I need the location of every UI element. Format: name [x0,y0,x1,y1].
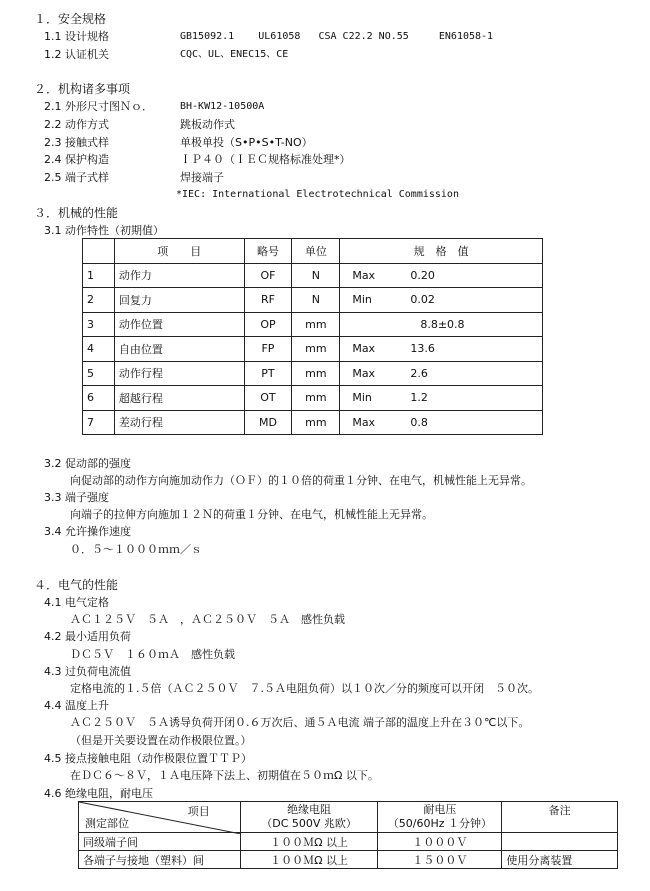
text-4-5: 在ＤＣ６～８Ｖ，１Ａ电压降下法上、初期值在５０ｍΩ 以下。 [70,769,379,782]
row-spec [340,337,543,362]
table-row [79,833,618,851]
row-spec [340,361,543,386]
header-part: 测定部位 [85,817,129,830]
row-abbr: FP [244,337,292,362]
row-spec [340,386,543,411]
spec-label-2-3: 2.3 接触式样 [44,136,109,149]
spec-value-2-2: 跳板动作式 [180,118,235,131]
spec-label-2-4: 2.4 保护构造 [44,153,109,166]
subheading-4-2: 4.2 最小适用负荷 [44,630,131,643]
header-spec-value: 规 格 值 [340,239,543,264]
row-abbr: PT [244,361,292,386]
table-row [83,312,543,337]
subheading-4-3: 4.3 过负荷电流值 [44,665,131,678]
table-row [83,361,543,386]
row-abbr: OF [244,263,292,288]
row-unit: mm [292,312,340,337]
row-note: 使用分离装置 [502,851,618,869]
spec-label-2-5: 2.5 端子式样 [44,171,109,184]
row-qualifier: Max [352,415,376,429]
table-header-row [83,239,543,264]
subheading-3-2: 3.2 促动部的强度 [44,457,131,470]
header-note: 备注 [502,802,618,833]
row-abbr: OP [244,312,292,337]
text-4-2: ＤＣ５Ｖ １６０ｍＡ 感性负载 [70,648,235,661]
iec-note: *IEC: International Electrotechnical Commission [176,189,459,200]
text-4-4a: ＡＣ２５０Ｖ ５Ａ诱导负荷开闭０.６万次后、通５Ａ电流 端子部的温度上升在３０℃以下。 [70,716,530,729]
row-no: 7 [83,410,115,435]
row-no: 1 [83,263,115,288]
section-3-heading: ３．机械的性能 [34,206,119,220]
row-no: 3 [83,312,115,337]
row-qualifier: Max [352,268,376,282]
subheading-4-5: 4.5 接点接触电阻（动作极限位置ＴＴＰ） [44,752,252,765]
header-diagonal-cell [79,802,241,833]
row-qualifier: Max [352,366,376,380]
row-value: 0.8 [410,415,428,429]
subheading-4-1: 4.1 电气定格 [44,596,109,609]
header-voltage [378,802,502,833]
header-no [83,239,115,264]
row-no: 5 [83,361,115,386]
row-unit: mm [292,337,340,362]
row-item: 回复力 [114,288,244,313]
row-item: 自由位置 [114,337,244,362]
text-4-1: ＡＣ１２５Ｖ ５Ａ ，ＡＣ２５０Ｖ ５Ａ 感性负载 [70,613,345,626]
subheading-4-6: 4.6 绝缘电阻，耐电压 [44,787,153,800]
table-row [83,410,543,435]
spec-label-1-2: 1.2 认证机关 [44,48,109,61]
header-resistance-cond: （DC 500V 兆欧） [261,817,357,830]
row-item: 超越行程 [114,386,244,411]
row-item: 动作力 [114,263,244,288]
row-item: 差动行程 [114,410,244,435]
table-row [83,337,543,362]
row-spec [340,312,543,337]
row-resistance: １００ＭΩ 以上 [240,833,378,851]
row-value: 0.02 [410,293,435,307]
header-resistance-title: 绝缘电阻 [287,803,332,816]
row-unit: N [292,288,340,313]
spec-value-2-4: ＩＰ４０（ＩＥＣ规格标准处理*） [180,153,351,166]
text-3-2: 向促动部的动作方向施加动作力（ＯＦ）的１０倍的荷重１分钟、在电气，机械性能上无异常。 [70,474,532,487]
row-no: 6 [83,386,115,411]
spec-label-1-1: 1.1 设计规格 [44,30,109,43]
header-item: 项 目 [114,239,244,264]
subheading-4-4: 4.4 温度上升 [44,699,109,712]
text-4-3: 定格电流的１.５倍（ＡＣ２５０Ｖ ７.５Ａ电阻负荷）以１０次／分的频度可以开闭 ５０次。 [70,682,539,695]
row-spec [340,410,543,435]
row-unit: mm [292,410,340,435]
row-value: 0.20 [410,268,435,282]
text-4-4b: （但是开关要设置在动作极限位置。） [70,734,252,747]
header-voltage-title: 耐电压 [423,803,457,816]
row-spec [340,288,543,313]
row-no: 4 [83,337,115,362]
row-part: 同级端子间 [79,833,241,851]
row-unit: N [292,263,340,288]
row-qualifier: Min [352,293,372,307]
header-voltage-cond: （50/60Hz １分钟） [387,817,492,830]
row-abbr: OT [244,386,292,411]
text-3-4: ０．５～１０００ｍｍ／ｓ [70,543,202,556]
spec-value-2-3: 单极单投（S•P•S•T-NO） [180,136,313,149]
row-qualifier: Min [352,391,372,405]
spec-value-2-1: BH-KW12-10500A [180,101,265,112]
row-item: 动作位置 [114,312,244,337]
row-item: 动作行程 [114,361,244,386]
row-spec [340,263,543,288]
row-part: 各端子与接地（塑料）间 [79,851,241,869]
row-unit: mm [292,361,340,386]
table-row [83,288,543,313]
subheading-3-3: 3.3 端子强度 [44,491,109,504]
row-qualifier: Max [352,342,376,356]
row-resistance: １００ＭΩ 以上 [240,851,378,869]
table-row [79,851,618,869]
row-voltage: １５００Ｖ [378,851,502,869]
section-2-heading: ２．机构诸多事项 [34,82,131,96]
header-unit: 单位 [292,239,340,264]
subheading-3-4: 3.4 允许操作速度 [44,525,131,538]
table-row [83,386,543,411]
row-note [502,833,618,851]
row-voltage: １０００Ｖ [378,833,502,851]
insulation-header-row [79,802,618,833]
spec-value-2-5: 焊接端子 [180,171,224,184]
header-resistance [240,802,378,833]
row-value: 8.8±0.8 [420,317,465,331]
text-3-3: 向端子的拉伸方向施加１２Ｎ的荷重１分钟、在电气，机械性能上无异常。 [70,508,433,521]
spec-value-1-2: CQC、UL、ENEC15、CE [180,49,289,60]
row-abbr: RF [244,288,292,313]
spec-value-1-1: GB15092.1 UL61058 CSA C22.2 NO.55 EN61058-1 [180,31,494,42]
row-value: 2.6 [410,366,428,380]
section-1-heading: １．安全规格 [34,12,107,26]
header-item: 项目 [187,805,210,818]
insulation-table [78,801,618,869]
row-value: 1.2 [410,391,428,405]
subheading-3-1: 3.1 动作特性（初期值） [44,224,164,237]
row-unit: mm [292,386,340,411]
spec-label-2-1: 2.1 外形尺寸图Ｎｏ． [44,100,153,113]
spec-label-2-2: 2.2 动作方式 [44,118,109,131]
table-row [83,263,543,288]
header-abbr: 略号 [244,239,292,264]
row-value: 13.6 [410,342,435,356]
section-4-heading: ４．电气的性能 [34,578,119,592]
operating-characteristics-table [82,238,543,435]
row-abbr: MD [244,410,292,435]
row-no: 2 [83,288,115,313]
